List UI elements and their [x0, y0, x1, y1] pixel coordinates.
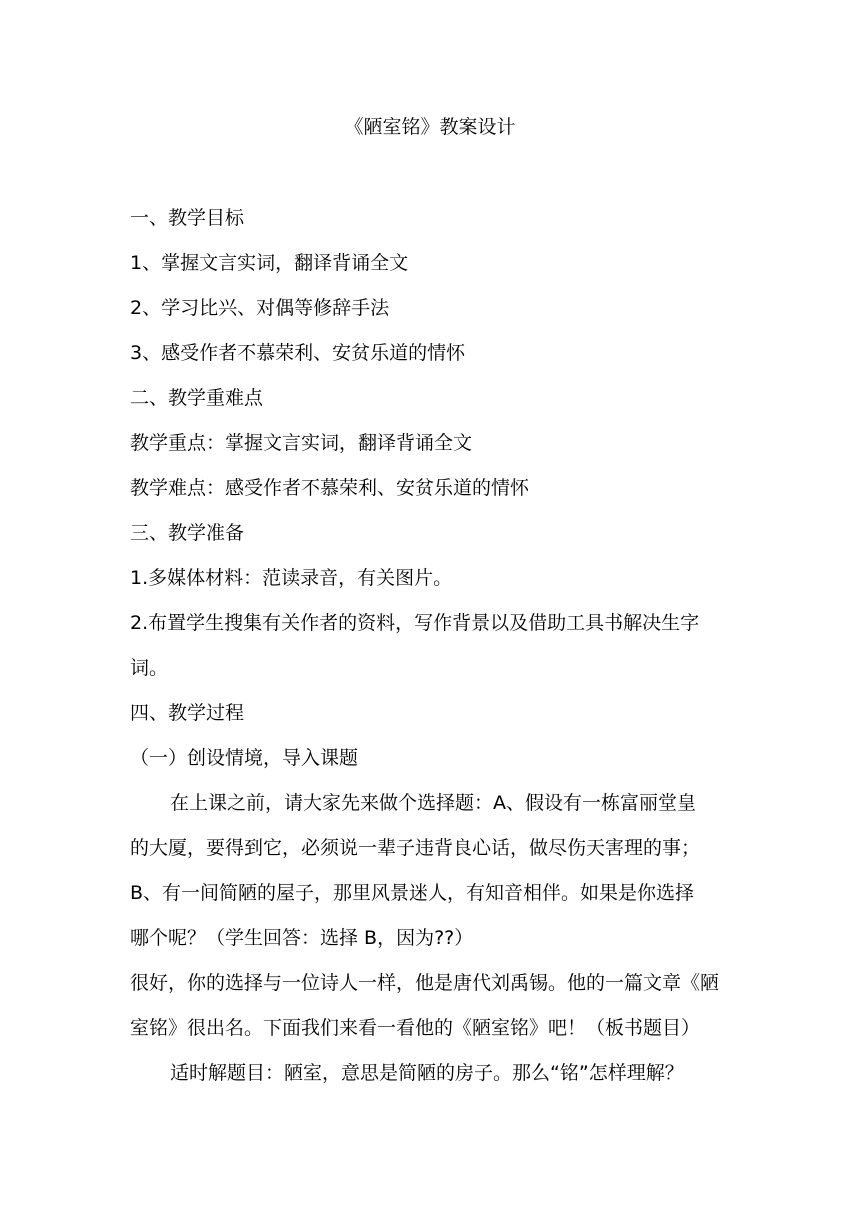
- objective-1: 1、掌握文言实词，翻译背诵全文: [130, 252, 409, 274]
- subsection-heading-intro: （一）创设情境，导入课题: [130, 747, 359, 769]
- section-heading-objectives: 一、教学目标: [130, 207, 245, 229]
- paragraph-line: 室铭》很出名。下面我们来看一看他的《陋室铭》吧！（板书题目）: [130, 1017, 701, 1039]
- paragraph-line: B、有一间简陋的屋子，那里风景迷人，有知音相伴。如果是你选择: [130, 882, 695, 904]
- preparation-2-line-2: 词。: [130, 657, 169, 679]
- preparation-2-line-1: 2.布置学生搜集有关作者的资料，写作背景以及借助工具书解决生字: [130, 612, 700, 634]
- section-heading-key-points: 二、教学重难点: [130, 387, 264, 409]
- paragraph-line: 哪个呢？（学生回答：选择 B，因为??）: [130, 927, 474, 949]
- document-title: 《陋室铭》教案设计: [344, 116, 516, 138]
- paragraph-line: 很好，你的选择与一位诗人一样，他是唐代刘禹锡。他的一篇文章《陋: [130, 972, 720, 994]
- difficult-point: 教学难点：感受作者不慕荣利、安贫乐道的情怀: [130, 477, 530, 499]
- objective-3: 3、感受作者不慕荣利、安贫乐道的情怀: [130, 342, 466, 364]
- section-heading-preparation: 三、教学准备: [130, 522, 245, 544]
- section-heading-process: 四、教学过程: [130, 702, 245, 724]
- preparation-1: 1.多媒体材料：范读录音，有关图片。: [130, 567, 453, 589]
- paragraph-line: 在上课之前，请大家先来做个选择题：A、假设有一栋富丽堂皇: [170, 792, 696, 814]
- paragraph-line: 适时解题目：陋室，意思是简陋的房子。那么“铭”怎样理解？: [170, 1062, 684, 1084]
- paragraph-line: 的大厦，要得到它，必须说一辈子违背良心话，做尽伤天害理的事；: [130, 837, 701, 859]
- key-point: 教学重点：掌握文言实词，翻译背诵全文: [130, 432, 473, 454]
- objective-2: 2、学习比兴、对偶等修辞手法: [130, 297, 390, 319]
